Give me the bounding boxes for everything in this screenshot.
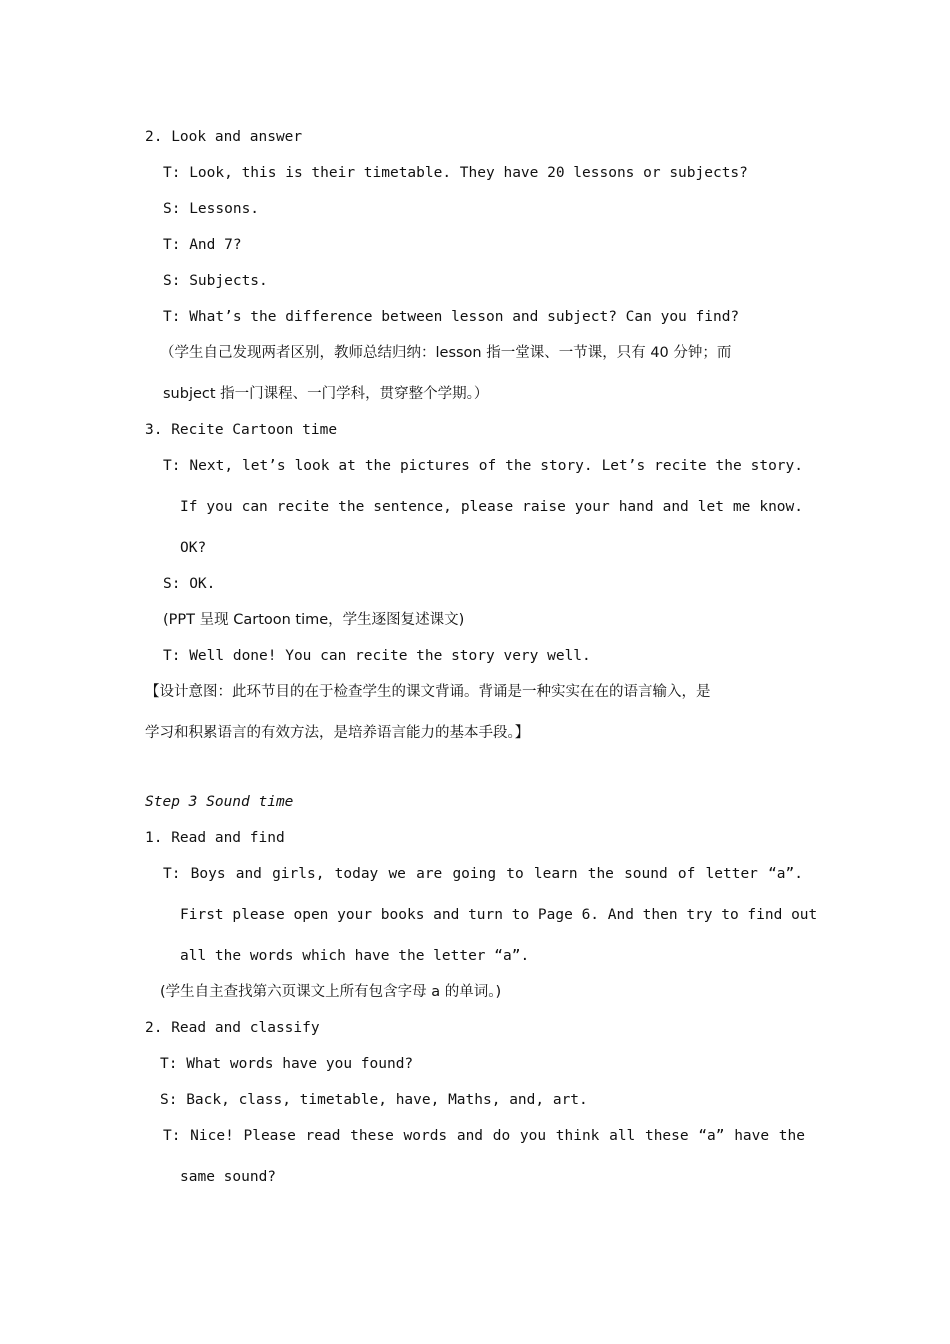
dialogue-line: T: Boys and girls, today we are going to learn the sound of letter “a”. [163, 866, 803, 882]
teaching-note: (PPT 呈现 Cartoon time，学生逐图复述课文) [163, 612, 465, 628]
dialogue-line: S: Back, class, timetable, have, Maths, and, art. [160, 1092, 588, 1108]
dialogue-line: same sound? [180, 1169, 277, 1185]
step-title: Step 3 Sound time [145, 794, 294, 810]
design-intent: 学习和积累语言的有效方法，是培养语言能力的基本手段。】 [145, 725, 530, 741]
dialogue-line: S: Subjects. [163, 273, 268, 289]
dialogue-line: T: Next, let’s look at the pictures of the story. Let’s recite the story. [163, 458, 803, 474]
dialogue-line: S: OK. [163, 576, 216, 592]
teaching-note: subject 指一门课程、一门学科，贯穿整个学期。） [163, 386, 489, 402]
section-heading-look-and-answer: 2. Look and answer [145, 129, 303, 145]
dialogue-line: If you can recite the sentence, please raise your hand and let me know. [180, 499, 803, 515]
dialogue-line: T: And 7? [163, 237, 242, 253]
teaching-note: （学生自己发现两者区别，教师总结归纳：lesson 指一堂课、一节课，只有 40 分钟；而 [160, 345, 732, 361]
dialogue-line: T: What words have you found? [160, 1056, 414, 1072]
dialogue-line: OK? [180, 540, 207, 556]
dialogue-line: T: What’s the difference between lesson and subject? Can you find? [163, 309, 740, 325]
section-heading-recite-cartoon-time: 3. Recite Cartoon time [145, 422, 338, 438]
design-intent: 【设计意图：此环节目的在于检查学生的课文背诵。背诵是一种实实在在的语言输入，是 [145, 684, 711, 700]
teaching-note: (学生自主查找第六页课文上所有包含字母 a 的单词。) [160, 984, 502, 1000]
dialogue-line: First please open your books and turn to Page 6. And then try to find out [180, 907, 818, 923]
dialogue-line: T: Well done! You can recite the story very well. [163, 648, 591, 664]
dialogue-line: S: Lessons. [163, 201, 260, 217]
section-heading-read-and-classify: 2. Read and classify [145, 1020, 320, 1036]
dialogue-line: T: Look, this is their timetable. They have 20 lessons or subjects? [163, 165, 748, 181]
dialogue-line: T: Nice! Please read these words and do you think all these “a” have the [163, 1128, 805, 1144]
section-heading-read-and-find: 1. Read and find [145, 830, 285, 846]
dialogue-line: all the words which have the letter “a”. [180, 948, 530, 964]
